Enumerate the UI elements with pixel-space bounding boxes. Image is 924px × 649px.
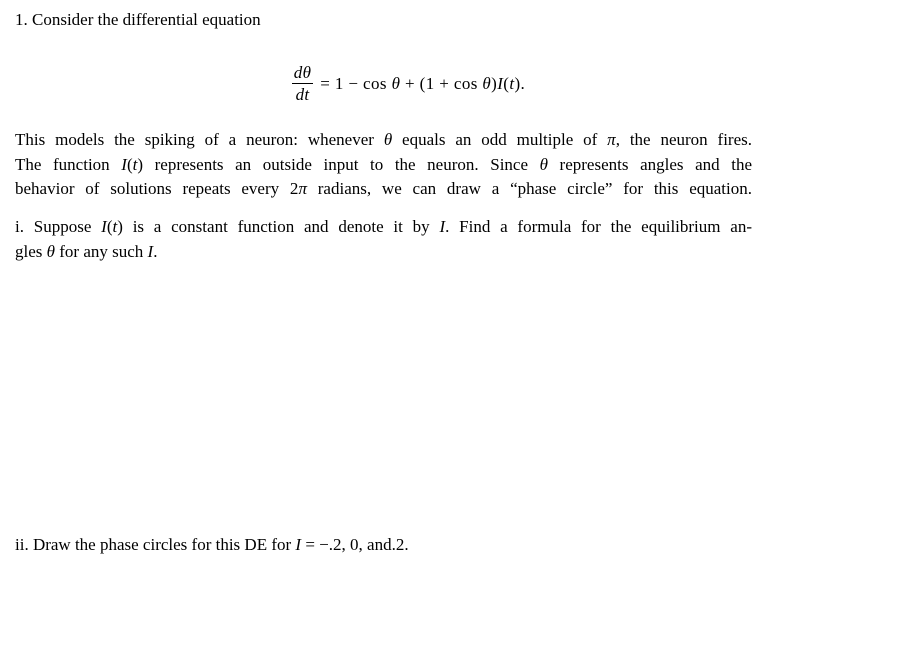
part-i-line (15, 215, 752, 240)
math-italic-segment: t (132, 154, 138, 174)
math-italic-segment: I (497, 73, 504, 93)
text-segment: + (1 + cos (400, 73, 483, 93)
math-italic-segment: I (101, 217, 107, 236)
text-segment: is a constant function and denote it by (122, 217, 440, 236)
text-segment: behavior of solutions repeats every 2 (15, 179, 299, 198)
text-segment: ) (137, 154, 144, 174)
text-segment: ) (117, 217, 123, 236)
text-segment: represents angles and the (547, 154, 752, 174)
paragraph-line (15, 128, 752, 153)
text-segment: ( (126, 154, 133, 174)
math-italic-segment: dt (295, 85, 310, 104)
problem-heading: 1. Consider the differential equation (15, 10, 261, 29)
text-segment: ( (106, 217, 113, 236)
text-segment: . (153, 241, 158, 261)
math-italic-segment: I (295, 535, 302, 554)
math-italic-segment: I (439, 217, 446, 236)
math-italic-segment: I (147, 241, 154, 261)
math-italic-segment: π (607, 130, 616, 149)
text-segment: The function (15, 154, 122, 174)
text-segment: represents an outside input to the neuron. Since (143, 154, 540, 174)
math-italic-segment: θ (46, 241, 55, 261)
fraction-numerator (292, 62, 313, 83)
text-segment: This models the spiking of a neuron: whenever (15, 130, 384, 149)
fraction (292, 62, 313, 105)
math-italic-segment: θ (482, 73, 492, 93)
math-italic-segment: π (298, 179, 307, 198)
text-segment: equals an odd multiple of (392, 130, 608, 149)
paragraph-line (15, 177, 752, 202)
equation-right-hand-side (320, 72, 525, 96)
part-i-paragraph (15, 215, 752, 264)
fraction-denominator (294, 84, 312, 105)
text-segment: ). (514, 73, 526, 93)
paragraph-line (15, 153, 752, 178)
text-segment: = −.2, 0, and.2. (301, 535, 409, 554)
math-italic-segment: θ (383, 130, 393, 149)
math-italic-segment: θ (391, 73, 401, 93)
text-segment: ) (491, 73, 498, 93)
text-segment: = 1 − cos (320, 73, 392, 93)
math-italic-segment: I (121, 154, 127, 174)
text-segment: . Find a formula for the equilibrium an- (445, 217, 752, 236)
text-segment: ii. Draw the phase circles for this DE for (15, 535, 296, 554)
math-italic-segment: t (112, 217, 118, 236)
math-italic-segment: dθ (293, 63, 312, 82)
part-i-line (15, 240, 752, 265)
math-italic-segment: θ (539, 154, 548, 174)
text-segment: gles (15, 241, 47, 261)
text-segment: for any such (55, 241, 148, 261)
text-segment: radians, we can draw a “phase circle” for this equation. (306, 179, 752, 198)
part-ii-line (15, 533, 752, 558)
math-italic-segment: t (509, 73, 515, 93)
part-ii-paragraph (15, 533, 752, 558)
intro-paragraph (15, 128, 752, 202)
text-segment: , the neuron fires. (615, 130, 752, 149)
text-segment: i. Suppose (15, 217, 102, 236)
text-segment: ( (503, 73, 510, 93)
differential-equation (40, 62, 777, 105)
